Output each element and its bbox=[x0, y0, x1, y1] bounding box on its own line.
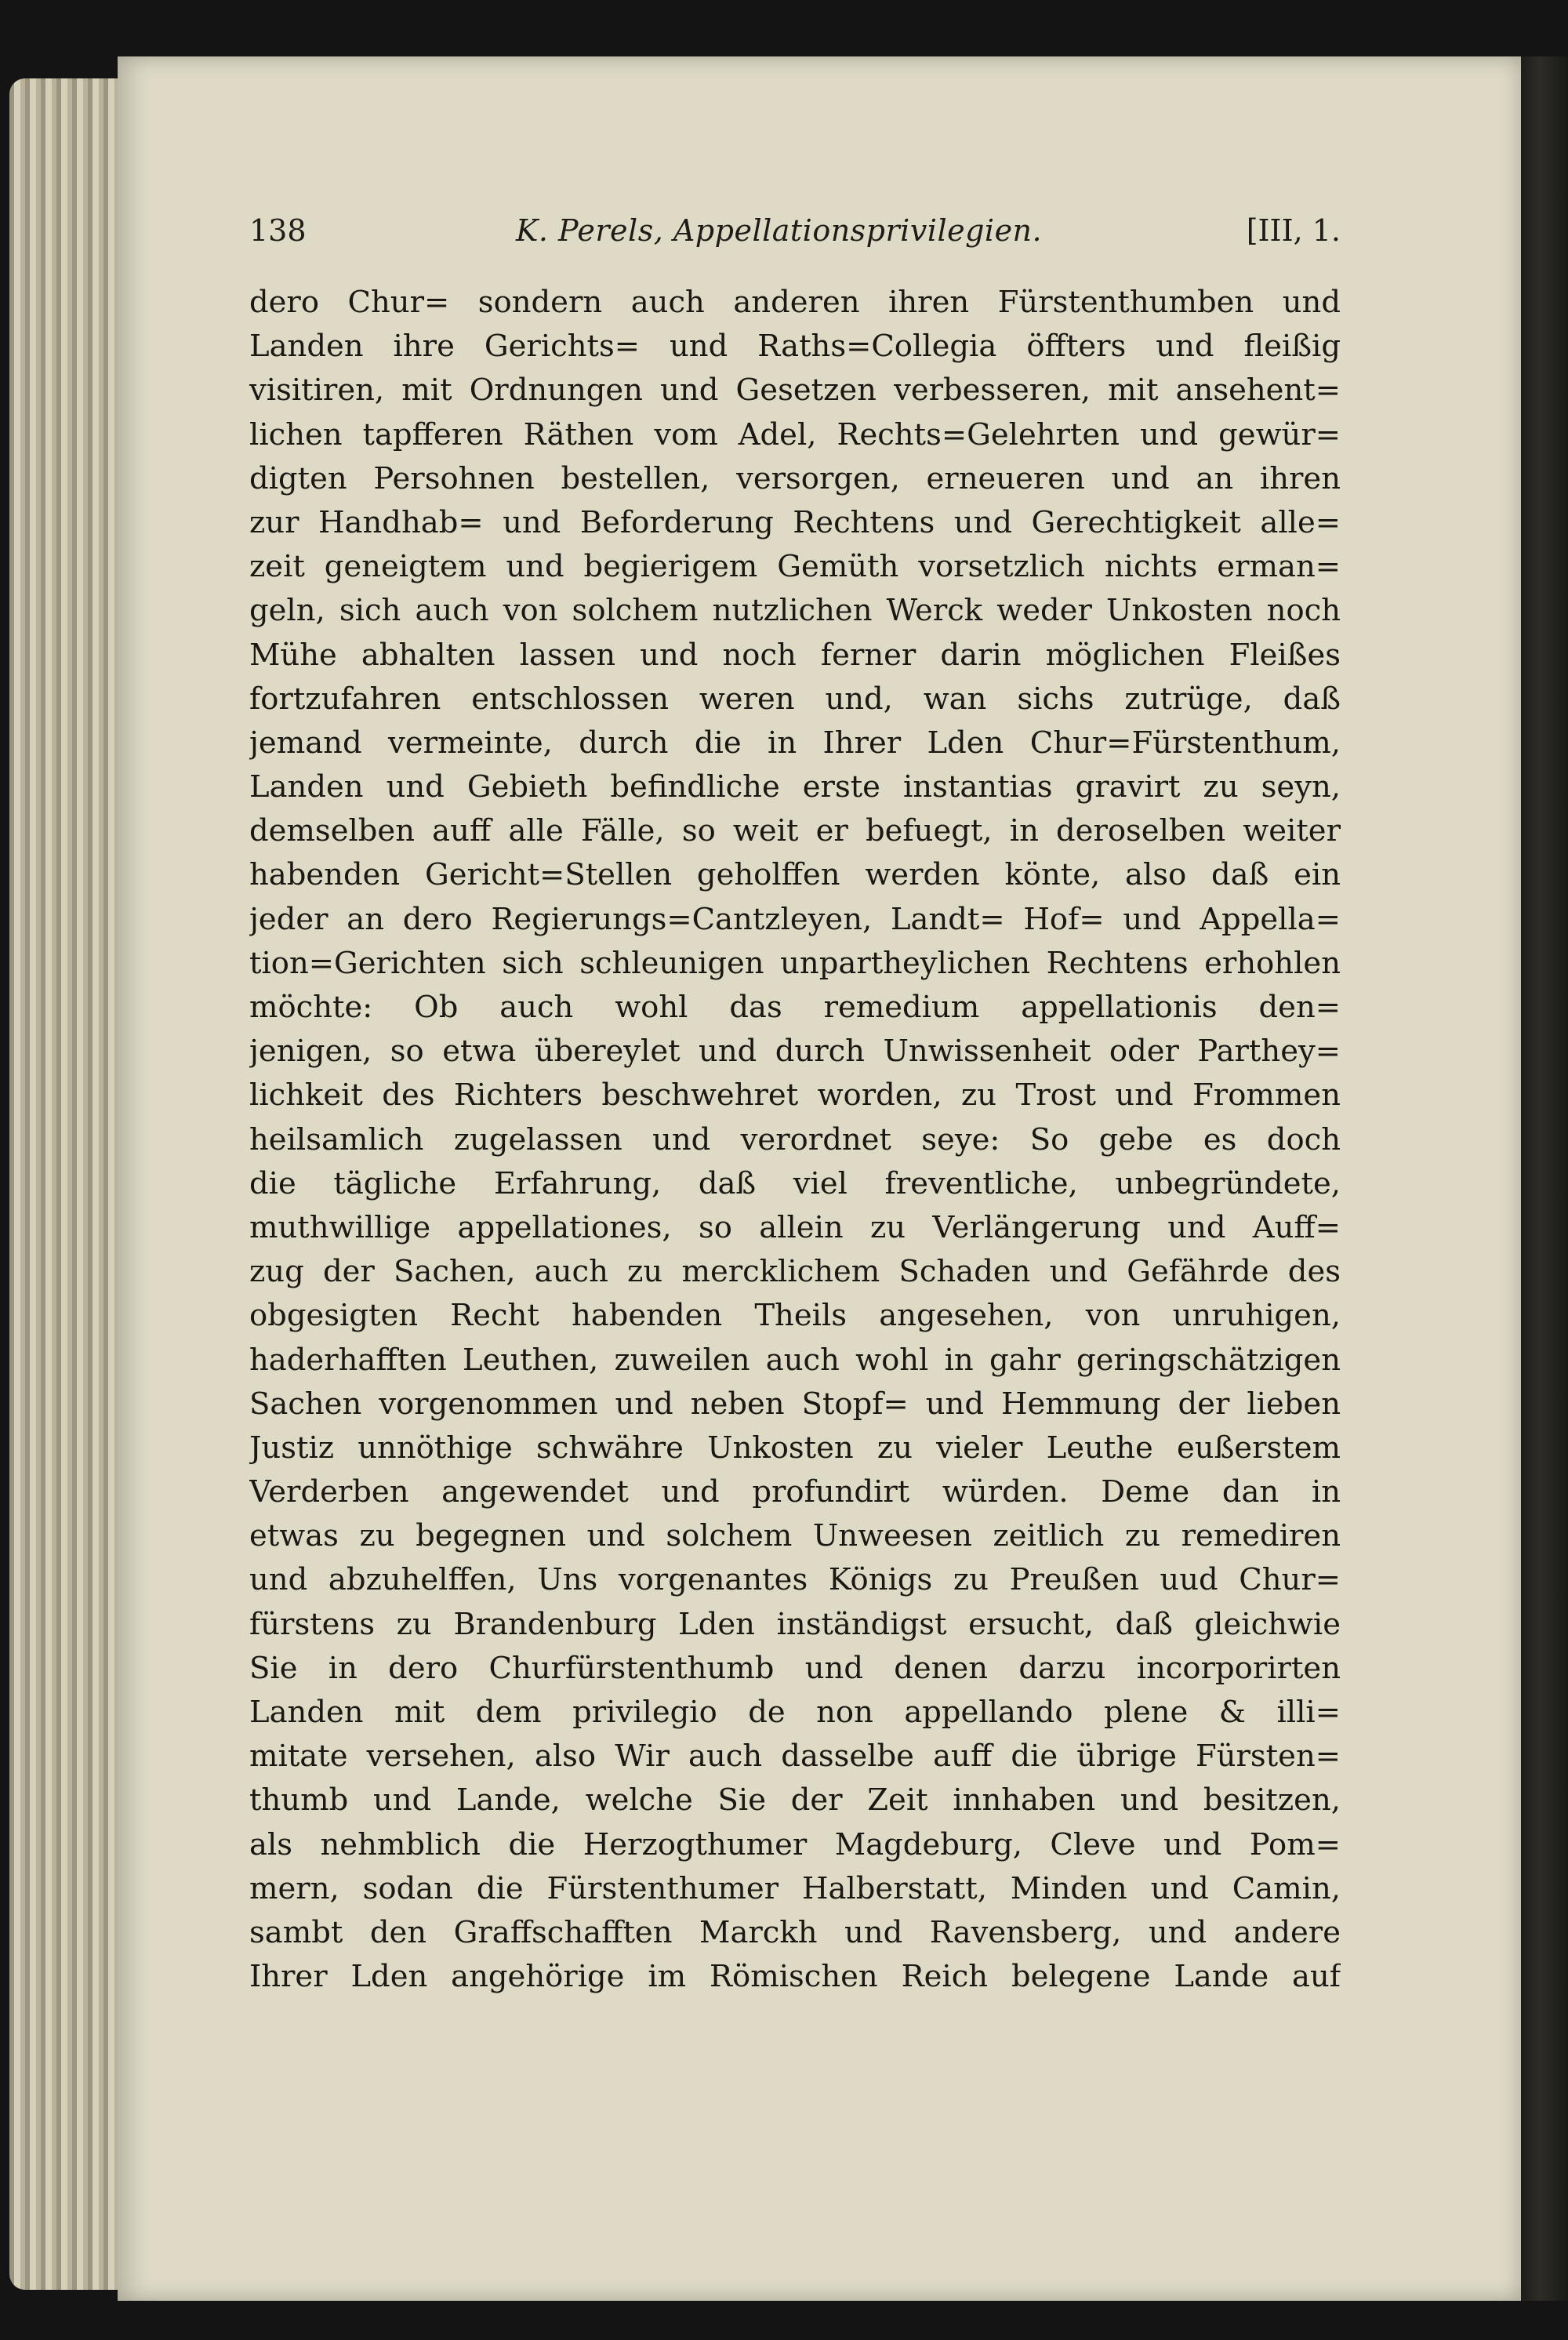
text-line: als nehmblich die Herzogthumer Magdeburg, Cleve und Pom= bbox=[249, 1826, 1341, 1862]
text-line: Landen ihre Gerichts= und Raths=Collegia öffters und fleißig bbox=[249, 329, 1341, 365]
text-line: jeder an dero Regierungs=Cantzleyen, Landt= Hof= und Appella= bbox=[249, 901, 1341, 937]
text-line: Ihrer Lden angehörige im Römischen Reich belegene Lande auf bbox=[249, 1959, 1341, 1995]
text-line: visitiren, mit Ordnungen und Gesetzen verbesseren, mit ansehent= bbox=[249, 372, 1341, 409]
text-line: zug der Sachen, auch zu mercklichem Schaden und Gefährde des bbox=[249, 1254, 1341, 1290]
text-line: fortzufahren entschlossen weren und, wan sichs zutrüge, daß bbox=[249, 681, 1341, 717]
text-line: Landen und Gebieth befindliche erste instantias gravirt zu seyn, bbox=[249, 769, 1341, 805]
page-number: 138 bbox=[249, 213, 307, 248]
running-header bbox=[249, 213, 1341, 260]
text-line: möchte: Ob auch wohl das remedium appellationis den= bbox=[249, 990, 1341, 1025]
text-line: fürstens zu Brandenburg Lden inständigst ersucht, daß gleichwie bbox=[249, 1606, 1341, 1642]
text-line: etwas zu begegnen und solchem Unweesen zeitlich zu remediren bbox=[249, 1518, 1341, 1554]
text-line: jenigen, so etwa übereylet und durch Unwissenheit oder Parthey= bbox=[249, 1034, 1341, 1070]
text-line: Justiz unnöthige schwähre Unkosten zu vieler Leuthe eußerstem bbox=[249, 1430, 1341, 1466]
text-line: heilsamlich zugelassen und verordnet seye: So gebe es doch bbox=[249, 1121, 1341, 1157]
text-line: Sachen vorgenommen und neben Stopf= und Hemmung der lieben bbox=[249, 1386, 1341, 1422]
body-text bbox=[249, 281, 1341, 1999]
text-line: obgesigten Recht habenden Theils angesehen, von unruhigen, bbox=[249, 1298, 1341, 1334]
text-line: geln, sich auch von solchem nutzlichen Werck weder Unkosten noch bbox=[249, 593, 1341, 629]
text-line: und abzuhelffen, Uns vorgenantes Königs zu Preußen uud Chur= bbox=[249, 1562, 1341, 1598]
text-line: Sie in dero Churfürstenthumb und denen darzu incorporirten bbox=[249, 1650, 1341, 1686]
text-line: Verderben angewendet und profundirt würden. Deme dan in bbox=[249, 1474, 1341, 1510]
running-title: K. Perels, Appellationsprivilegien. bbox=[516, 213, 1043, 248]
text-line: demselben auff alle Fälle, so weit er befuegt, in deroselben weiter bbox=[249, 813, 1341, 849]
text-line: habenden Gericht=Stellen geholffen werden könte, also daß ein bbox=[249, 857, 1341, 893]
section-marker: [III, 1. bbox=[1246, 213, 1341, 248]
text-line: zur Handhab= und Beforderung Rechtens und Gerechtigkeit alle= bbox=[249, 504, 1341, 540]
page-stack-edges bbox=[9, 78, 127, 2290]
text-line: zeit geneigtem und begierigem Gemüth vorsetzlich nichts erman= bbox=[249, 549, 1341, 585]
text-line: mitate versehen, also Wir auch dasselbe auff die übrige Fürsten= bbox=[249, 1739, 1341, 1775]
text-line: sambt den Graffschafften Marckh und Ravensberg, und andere bbox=[249, 1914, 1341, 1950]
text-line: tion=Gerichten sich schleunigen unpartheylichen Rechtens erhohlen bbox=[249, 945, 1341, 981]
facing-page-edge bbox=[1521, 56, 1568, 2301]
text-line: digten Persohnen bestellen, versorgen, erneueren und an ihren bbox=[249, 460, 1341, 496]
text-line: Mühe abhalten lassen und noch ferner darin möglichen Fleißes bbox=[249, 637, 1341, 673]
text-line: dero Chur= sondern auch anderen ihren Fürstenthumben und bbox=[249, 285, 1341, 320]
text-line: Landen mit dem privilegio de non appellando plene & illi= bbox=[249, 1695, 1341, 1730]
text-line: lichkeit des Richters beschwehret worden, zu Trost und Frommen bbox=[249, 1077, 1341, 1114]
text-line: jemand vermeinte, durch die in Ihrer Lden Chur=Fürstenthum, bbox=[249, 725, 1341, 761]
text-line: mern, sodan die Fürstenthumer Halberstatt, Minden und Camin, bbox=[249, 1870, 1341, 1906]
text-line: die tägliche Erfahrung, daß viel freventliche, unbegründete, bbox=[249, 1165, 1341, 1201]
text-line: haderhafften Leuthen, zuweilen auch wohl in gahr geringschätzigen bbox=[249, 1342, 1341, 1378]
text-line: thumb und Lande, welche Sie der Zeit innhaben und besitzen, bbox=[249, 1782, 1341, 1819]
text-line: lichen tapfferen Räthen vom Adel, Rechts=Gelehrten und gewür= bbox=[249, 416, 1341, 452]
text-line: muthwillige appellationes, so allein zu Verlängerung und Auff= bbox=[249, 1209, 1341, 1245]
